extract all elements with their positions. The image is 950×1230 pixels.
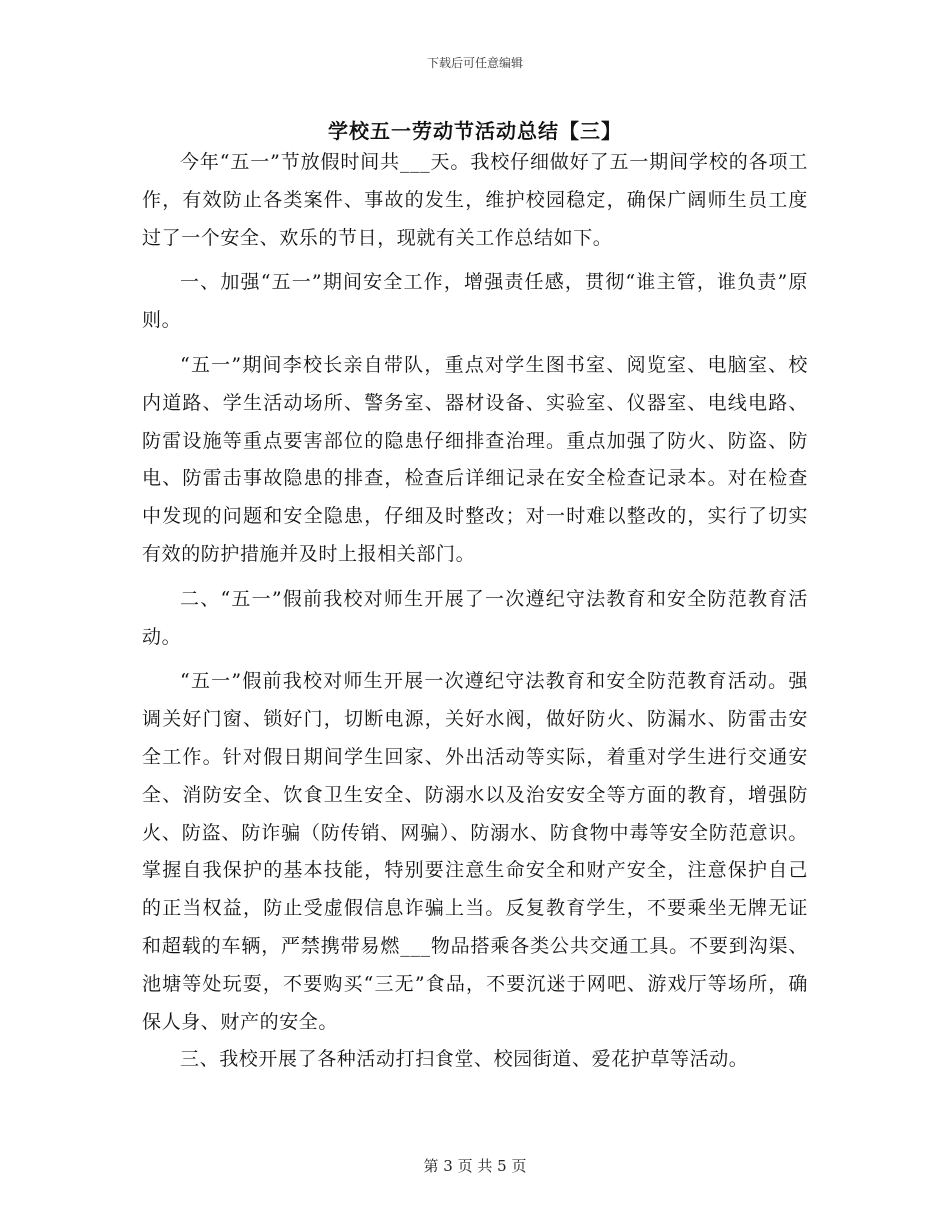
paragraph-section-1-heading: 一、加强“五一”期间安全工作，增强责任感，贯彻“谁主管，谁负责”原则。 <box>142 271 808 332</box>
paragraph-section-1-body: “五一”期间李校长亲自带队，重点对学生图书室、阅览室、电脑室、校内道路、学生活动场所、警务室、器材设备、实验室、仪器室、电线电路、防雷设施等重点要害部位的隐患仔细排查治理。重点加强了防火、防盗、防电、防雷击事故隐患的排查，检查后详细记录在安全检查记录本。对在检查中发现的问题和安全隐患，仔细及时整改；对一时难以整改的，实行了切实有效的防护措施并及时上报相关部门。 <box>142 353 808 565</box>
paragraph-section-2-heading: 二、“五一”假前我校对师生开展了一次遵纪守法教育和安全防范教育活动。 <box>142 587 808 648</box>
document-body <box>142 144 808 1079</box>
paragraph-section-3-heading: 三、我校开展了各种活动打扫食堂、校园街道、爱花护草等活动。 <box>180 1048 749 1071</box>
page-number: 第 3 页 共 5 页 <box>423 1157 527 1175</box>
page-header-note: 下载后可任意编辑 <box>426 56 523 70</box>
paragraph-intro: 今年“五一”节放假时间共___天。我校仔细做好了五一期间学校的各项工作，有效防止各类案件、事故的发生，维护校园稳定，确保广阔师生员工度过了一个安全、欢乐的节日，现就有关工作总结如下。 <box>142 151 808 249</box>
paragraph-section-2-body: “五一”假前我校对师生开展一次遵纪守法教育和安全防范教育活动。强调关好门窗、锁好门，切断电源，关好水阀，做好防火、防漏水、防雷击安全工作。针对假日期间学生回家、外出活动等实际，着重对学生进行交通安全、消防安全、饮食卫生安全、防溺水以及治安安全等方面的教育，增强防火、防盗、防诈骗（防传销、网骗）、防溺水、防食物中毒等安全防范意识。掌握自我保护的基本技能，特别要注意生命安全和财产安全，注意保护自己的正当权益，防止受虚假信息诈骗上当。反复教育学生，不要乘坐无牌无证和超载的车辆，严禁携带易燃___物品搭乘各类公共交通工具。不要到沟渠、池塘等处玩耍，不要购买“三无”食品，不要沉迷于网吧、游戏厅等场所，确保人身、财产的安全。 <box>142 670 808 1033</box>
document-title: 学校五一劳动节活动总结【三】 <box>328 119 622 143</box>
